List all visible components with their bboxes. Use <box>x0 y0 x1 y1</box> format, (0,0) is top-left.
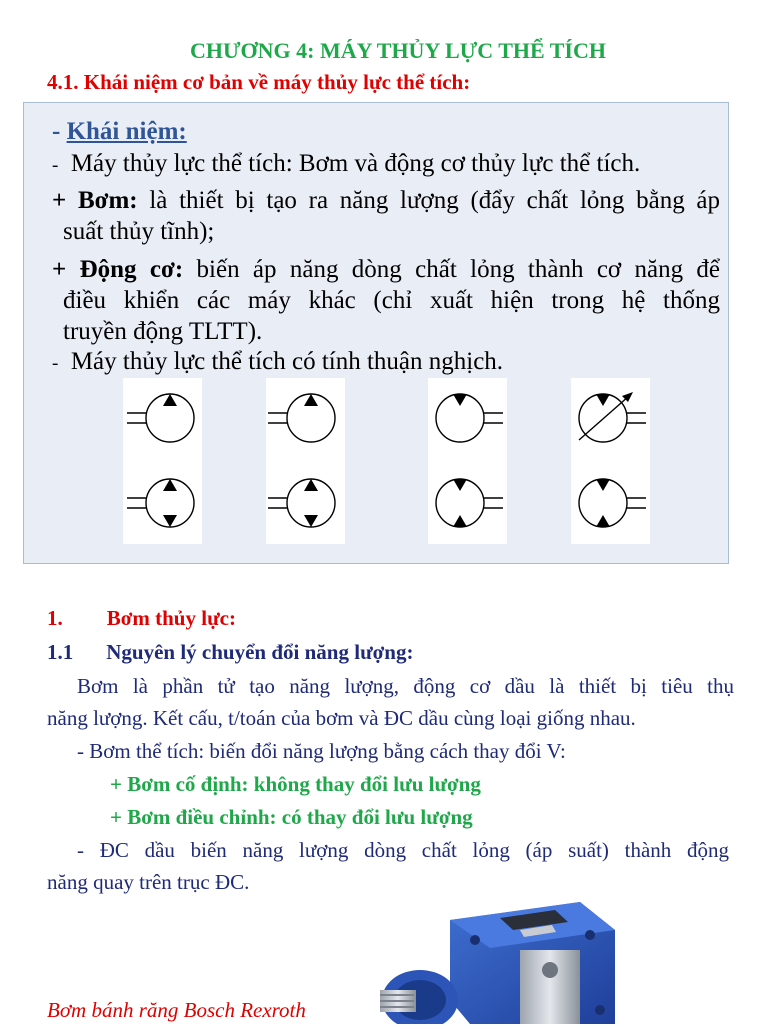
gear-pump-illustration <box>380 890 630 1024</box>
chapter-title: CHƯƠNG 4: MÁY THỦY LỰC THỂ TÍCH <box>190 38 606 63</box>
fixed-pump-symbol-1 <box>123 378 202 544</box>
concept-label-dash: - <box>52 118 67 145</box>
hydraulic-symbols-row <box>123 378 653 544</box>
variable-motor-symbol <box>571 378 650 544</box>
motor-definition-line-1 <box>52 254 720 285</box>
pump-symbol-svg <box>123 378 202 544</box>
motor-definition-line-2: điều khiển các máy khác (chỉ xuất hiện trong hệ thống <box>63 287 720 314</box>
motor-symbol-svg <box>428 378 507 544</box>
motor-term: + Động cơ: <box>52 256 184 283</box>
heading-1-1-text: Nguyên lý chuyển đổi năng lượng: <box>106 640 414 664</box>
photo-caption: Bơm bánh răng Bosch Rexroth <box>47 998 306 1022</box>
fixed-pump-line: + Bơm cố định: không thay đổi lưu lượng <box>110 772 481 796</box>
paragraph-3-line-1: - ĐC dầu biến năng lượng dòng chất lỏng (áp suất) thành động <box>77 838 729 862</box>
motor-definition-line-3: truyền động TLTT). <box>63 318 263 345</box>
paragraph-2: - Bơm thể tích: biến đổi năng lượng bằng cách thay đổi V: <box>77 739 566 763</box>
paragraph-1-line-1: Bơm là phần tử tạo năng lượng, động cơ dầu là thiết bị tiêu thụ <box>77 674 734 698</box>
variable-pump-line: + Bơm điều chỉnh: có thay đổi lưu lượng <box>110 805 473 829</box>
heading-1-text: Bơm thủy lực: <box>106 606 236 630</box>
concept-label-text: Khái niệm: <box>66 118 187 145</box>
bullet-dash: - <box>52 353 59 374</box>
bullet-dash: - <box>52 155 59 176</box>
pump-definition-line-1 <box>52 185 720 216</box>
variable-motor-symbol-svg <box>571 378 650 544</box>
concept-line-last-text: Máy thủy lực thể tích có tính thuận nghịch. <box>70 348 504 375</box>
fixed-pump-symbol-2 <box>266 378 345 544</box>
heading-1 <box>47 602 236 635</box>
pump-symbol-svg <box>266 378 345 544</box>
section-heading: 4.1. Khái niệm cơ bản về máy thủy lực thể tích: <box>47 70 471 94</box>
heading-1-1 <box>47 636 413 669</box>
concept-line-1 <box>52 148 640 181</box>
motor-definition-text-1: biến áp năng dòng chất lỏng thành cơ năng để <box>196 256 721 283</box>
concept-line-last <box>52 346 503 379</box>
fixed-motor-symbol <box>428 378 507 544</box>
pump-definition-text-1: là thiết bị tạo ra năng lượng (đẩy chất lỏng bằng áp <box>149 187 720 214</box>
concept-label <box>52 116 187 147</box>
gear-pump-photo <box>380 890 630 1024</box>
heading-1-number: 1. <box>47 606 63 630</box>
pump-term: + Bơm: <box>52 187 138 214</box>
concept-line-1-text: Máy thủy lực thể tích: Bơm và động cơ thủy lực thể tích. <box>70 150 641 177</box>
pump-definition-line-2: suất thủy tĩnh); <box>63 218 215 245</box>
heading-1-1-number: 1.1 <box>47 640 74 664</box>
paragraph-3-line-2: năng quay trên trục ĐC. <box>47 870 250 894</box>
paragraph-1-line-2: năng lượng. Kết cấu, t/toán của bơm và ĐC dầu cùng loại giống nhau. <box>47 706 636 730</box>
